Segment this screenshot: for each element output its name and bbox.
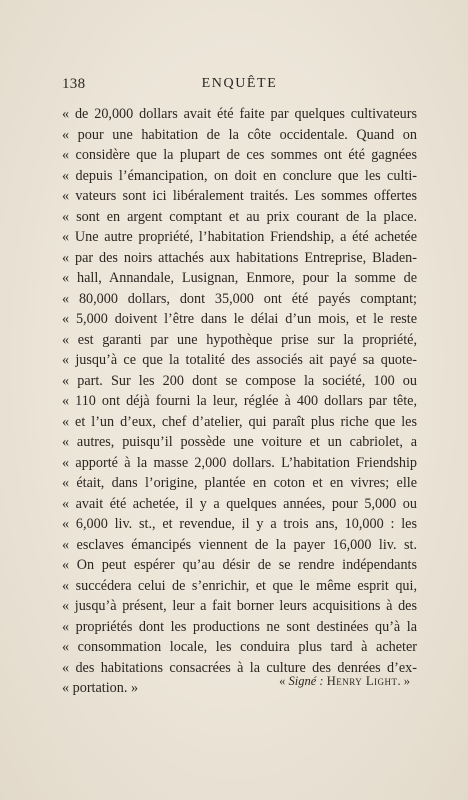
page-header: [62, 76, 417, 94]
signature-open-quote: «: [279, 674, 289, 688]
page-number: 138: [62, 76, 86, 92]
signature: [279, 674, 410, 689]
text-line: « et l’un d’eux, chef d’atelier, qui paraît plus riche que les: [62, 413, 417, 430]
text-line: « 110 ont déjà fourni la leur, réglée à 400 dollars par tête,: [62, 393, 417, 409]
text-line: « propriétés dont les productions ne sont destinées qu’à la: [62, 618, 417, 635]
text-line: « jusqu’à présent, leur a fait borner leurs acquisitions à des: [62, 598, 417, 614]
signed-label: Signé :: [288, 674, 324, 688]
text-line: « 80,000 dollars, dont 35,000 ont été payés comptant;: [62, 290, 417, 307]
text-line: « jusqu’à ce que la totalité des associés ait payé sa quote-: [62, 352, 417, 368]
text-line: « part. Sur les 200 dont se compose la société, 100 ou: [62, 372, 417, 389]
signature-close-quote: . »: [397, 674, 410, 688]
text-line: « vateurs sont ici libéralement traités. Les sommes offertes: [62, 188, 417, 204]
text-line: « autres, puisqu’il possède une voiture et un cabriolet, a: [62, 434, 417, 450]
text-line: « 5,000 doivent l’être dans le délai d’un mois, et le reste: [62, 311, 417, 327]
text-line: « était, dans l’origine, plantée en coton et en vivres; elle: [62, 475, 417, 491]
text-line: « par des noirs attachés aux habitations Entreprise, Bladen-: [62, 249, 417, 266]
text-line: « Une autre propriété, l’habitation Friendship, a été achetée: [62, 229, 417, 245]
text-line: « considère que la plupart de ces sommes ont été gagnées: [62, 147, 417, 163]
text-line: « avait été achetée, il y a quelques années, pour 5,000 ou: [62, 495, 417, 512]
text-line: « hall, Annandale, Lusignan, Enmore, pour la somme de: [62, 270, 417, 286]
text-line: « 6,000 liv. st., et revendue, il y a trois ans, 10,000 : les: [62, 516, 417, 532]
text-line: « pour une habitation de la côte occidentale. Quand on: [62, 126, 417, 143]
text-line: « de 20,000 dollars avait été faite par quelques cultivateurs: [62, 106, 417, 122]
text-line: « On peut espérer qu’au désir de se rendre indépendants: [62, 557, 417, 573]
text-line: « consommation locale, les conduira plus tard à acheter: [62, 639, 417, 655]
text-line: « succédera celui de s’enrichir, et que le même esprit qui,: [62, 577, 417, 594]
signatory-name: Henry Light: [326, 674, 398, 688]
text-line: « sont en argent comptant et au prix courant de la place.: [62, 208, 417, 225]
text-line: « est garanti par une hypothèque prise sur la propriété,: [62, 331, 417, 348]
text-line: « depuis l’émancipation, on doit en conclure que les culti-: [62, 167, 417, 184]
text-line: « des habitations consacrées à la culture des denrées d’ex-: [62, 659, 417, 676]
running-title: ENQUÊTE: [201, 76, 278, 91]
text-line: « esclaves émancipés viennent de la payer 16,000 liv. st.: [62, 536, 417, 553]
text-line: « apporté à la masse 2,000 dollars. L’habitation Friendship: [62, 454, 417, 471]
body-text: [62, 104, 417, 699]
text-line: « portation. »: [62, 680, 139, 696]
